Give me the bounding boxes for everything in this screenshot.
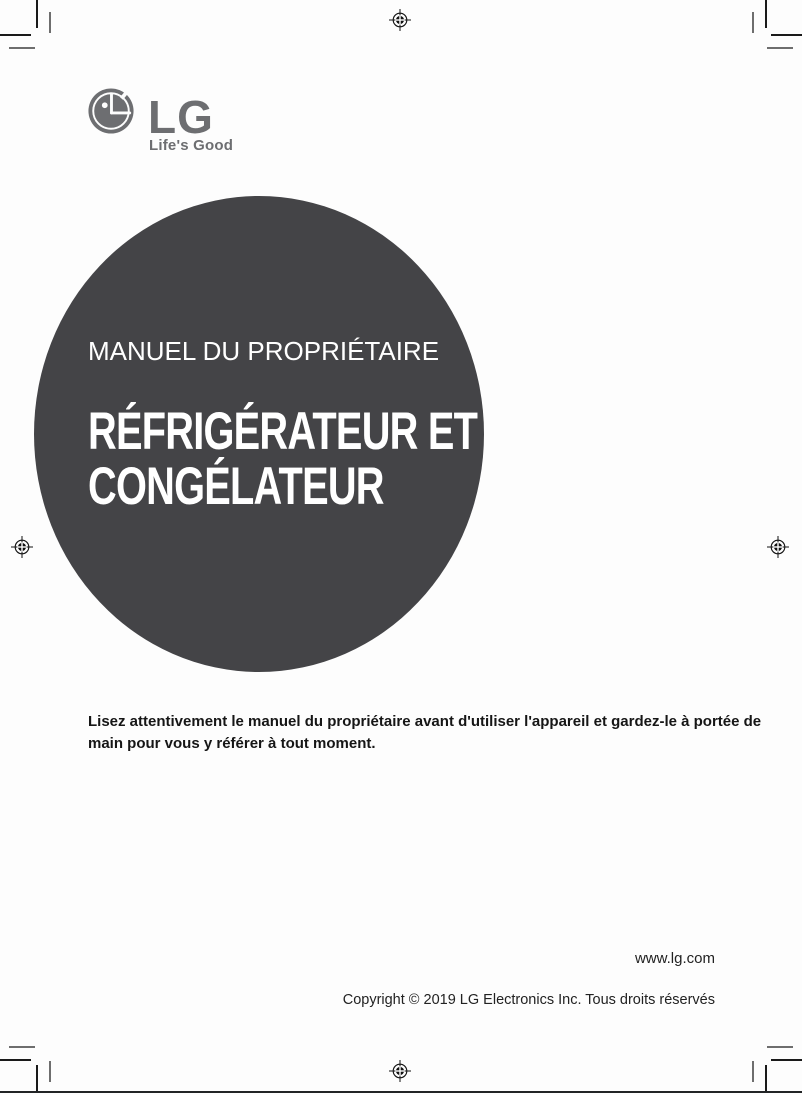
crop-mark (771, 34, 802, 36)
crop-mark (9, 1046, 35, 1048)
crop-mark (767, 47, 793, 49)
crop-mark (0, 1059, 31, 1061)
crop-mark (752, 12, 754, 33)
product-title-line1: RÉFRIGÉRATEUR ET (88, 402, 478, 461)
lg-wordmark: LG (148, 91, 214, 143)
product-title-line2: CONGÉLATEUR (88, 457, 384, 516)
crop-mark (752, 1061, 754, 1082)
copyright-notice: Copyright © 2019 LG Electronics Inc. Tous droits réservés (342, 992, 715, 1008)
registration-mark-icon (766, 535, 790, 559)
crop-mark (9, 47, 35, 49)
manual-type-subtitle: MANUEL DU PROPRIÉTAIRE (88, 336, 440, 366)
crop-mark (36, 0, 38, 28)
crop-mark (771, 1059, 802, 1061)
page-bottom-edge (0, 1091, 802, 1093)
registration-mark-icon (388, 1059, 412, 1083)
registration-mark-icon (10, 535, 34, 559)
crop-mark (765, 0, 767, 28)
lg-symbol-icon (87, 87, 135, 135)
crop-mark (49, 1061, 51, 1082)
registration-mark-icon (388, 8, 412, 32)
notice-line2: main pour vous y référer à tout moment. (88, 734, 376, 752)
product-title (88, 404, 477, 514)
crop-mark (0, 34, 31, 36)
website-url: www.lg.com (634, 950, 715, 967)
read-manual-notice (88, 711, 761, 754)
crop-mark (49, 12, 51, 33)
crop-mark (767, 1046, 793, 1048)
crop-mark (765, 1065, 767, 1093)
crop-mark (36, 1065, 38, 1093)
notice-line1: Lisez attentivement le manuel du propriétaire avant d'utiliser l'appareil et gardez-le à portée de (88, 713, 762, 730)
lg-tagline: Life's Good (149, 137, 234, 154)
